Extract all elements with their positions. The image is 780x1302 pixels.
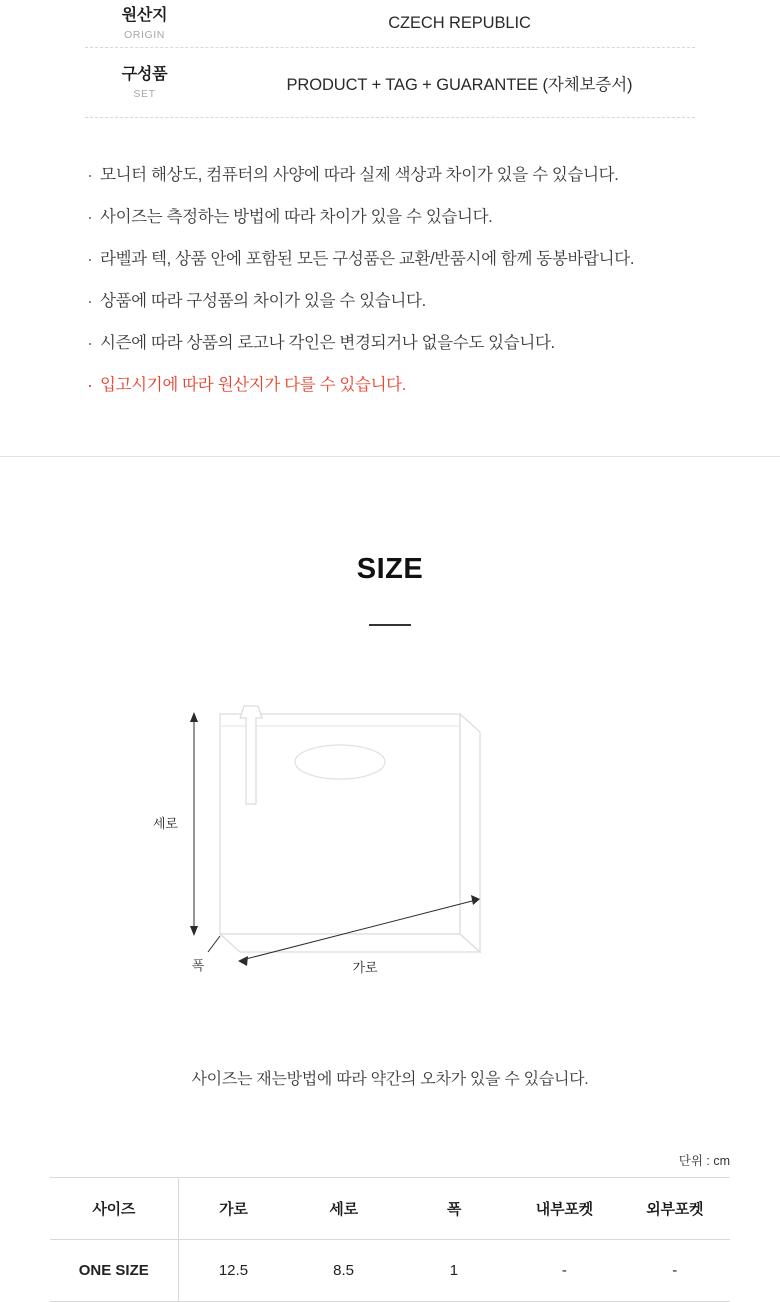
spec-label-en: SET	[133, 88, 156, 100]
table-cell-inner-pocket: -	[509, 1240, 619, 1302]
table-cell-size-name: ONE SIZE	[50, 1240, 178, 1302]
notice-item: · 모니터 해상도, 컴퓨터의 사양에 따라 실제 색상과 차이가 있을 수 있습니다.	[85, 163, 695, 189]
size-table	[50, 1177, 730, 1302]
table-header-cell: 내부포켓	[509, 1178, 619, 1240]
measure-disclaimer: 사이즈는 재는방법에 따라 약간의 오차가 있을 수 있습니다.	[191, 1071, 589, 1089]
size-section	[0, 456, 780, 1302]
svg-text:가로: 가로	[352, 960, 378, 976]
svg-text:세로: 세로	[152, 816, 178, 832]
size-section-title: SIZE	[356, 553, 424, 586]
notice-item: · 시즌에 따라 상품의 로고나 각인은 변경되거나 없을수도 있습니다.	[85, 331, 695, 357]
table-header-cell: 세로	[288, 1178, 398, 1240]
pouch-diagram-illustration	[152, 684, 600, 984]
notice-item: · 상품에 따라 구성품의 차이가 있을 수 있습니다.	[85, 289, 695, 315]
table-cell-outer-pocket: -	[620, 1240, 730, 1302]
notice-list	[0, 118, 780, 398]
table-cell-height: 8.5	[288, 1240, 398, 1302]
table-header-cell: 폭	[399, 1178, 509, 1240]
table-row	[50, 1240, 730, 1302]
title-divider	[369, 624, 411, 626]
table-cell-width: 12.5	[178, 1240, 288, 1302]
notice-item-warning: · 입고시기에 따라 원산지가 다를 수 있습니다.	[85, 373, 695, 399]
spec-value-origin: CZECH REPUBLIC	[388, 14, 531, 32]
spec-row-set	[85, 48, 695, 118]
table-header-cell: 사이즈	[50, 1178, 178, 1240]
spec-row-origin	[85, 0, 695, 48]
spec-label-en: ORIGIN	[124, 29, 165, 41]
notice-item: · 사이즈는 측정하는 방법에 따라 차이가 있을 수 있습니다.	[85, 205, 695, 231]
table-header-cell: 외부포켓	[620, 1178, 730, 1240]
spec-label-ko: 원산지	[121, 7, 168, 24]
notice-item: · 라벨과 텍, 상품 안에 포함된 모든 구성품은 교환/반품시에 함께 동봉바랍니다.	[85, 247, 695, 273]
size-diagram	[0, 684, 780, 1004]
spec-table	[0, 0, 780, 118]
spec-label-set	[85, 65, 210, 100]
spec-label-ko: 구성품	[121, 66, 168, 83]
table-cell-depth: 1	[399, 1240, 509, 1302]
spec-label-origin	[85, 6, 210, 41]
size-table-body	[50, 1240, 730, 1302]
size-table-head	[50, 1178, 730, 1240]
table-header-cell: 가로	[178, 1178, 288, 1240]
spec-value-set: PRODUCT + TAG + GUARANTEE (자체보증서)	[286, 75, 633, 94]
unit-label: 단위 : cm	[678, 1154, 730, 1169]
table-header-row	[50, 1178, 730, 1240]
svg-text:폭: 폭	[191, 958, 205, 974]
